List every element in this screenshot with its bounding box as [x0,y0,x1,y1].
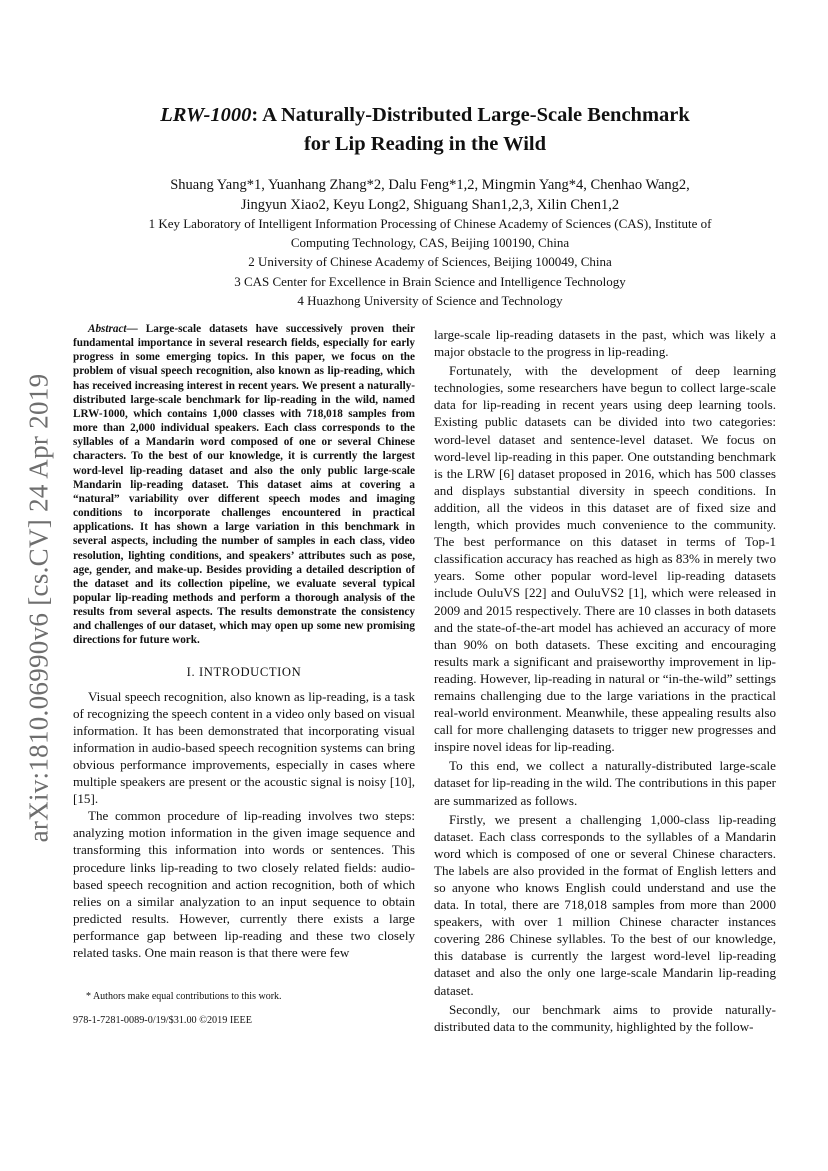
abstract-dash: — [126,323,146,335]
author-list [80,175,780,215]
footnote: * Authors make equal contributions to this work. [86,991,282,1002]
intro-paragraph-2: The common procedure of lip-reading involves two steps: analyzing motion information in the given image sequence and transforming this information into words or sentences. This procedure links lip-reading to two closely related fields: audio-based speech recognition and action recognition, both of which relies on a similar analyzation to an input sequence to obtain predicted results. However, currently there exists a large performance gap between lip-reading and these two closely related tasks. One main reason is that there were few [73,808,415,960]
title-dataset-name: LRW-1000 [160,104,252,126]
title-line-2: for Lip Reading in the Wild [303,133,547,155]
affiliation-1-cont: Computing Technology, CAS, Beijing 100190, China [290,235,570,251]
intro-paragraph-1: Visual speech recognition, also known as lip-reading, is a task of recognizing the speech content in a video only based on visual information. It has been demonstrated that incorporating visual information in audio-based speech recognition systems can bring obvious performance improvements, especially in cases where multiple speakers are present or the acoustic signal is noisy [10], [15]. [73,688,415,807]
paper-title [100,101,750,159]
affiliation-3: 3 CAS Center for Excellence in Brain Science and Intelligence Technology [234,273,626,289]
section-heading-introduction: I. INTRODUCTION [186,664,302,679]
affiliation-2: 2 University of Chinese Academy of Sciences, Beijing 100049, China [248,254,612,270]
copyright-notice: 978-1-7281-0089-0/19/$31.00 ©2019 IEEE [73,1015,252,1026]
abstract [73,322,415,648]
right-paragraph-3: To this end, we collect a naturally-distributed large-scale dataset for lip-reading in the wild. The contributions in this paper are summarized as follows. [434,758,776,808]
arxiv-id-text: arXiv:1810.06990v6 [cs.CV] 24 Apr 2019 [23,373,54,843]
affiliation-4: 4 Huazhong University of Science and Technology [297,292,563,308]
right-paragraph-2: Fortunately, with the development of deep learning technologies, some researchers have begun to collect large-scale data for lip-reading in recent years using deep learning tools. Existing public datasets can be divided into two categories: word-level dataset and sentence-level dataset. We focus on word-level lip-reading in this paper. One outstanding benchmark is the LRW [6] dataset proposed in 2016, which has 500 classes and displays substantial diversity in speech conditions. In addition, all the videos in this dataset are of fixed size and length, which provides much convenience to the community. The best performance on this dataset in terms of Top-1 classification accuracy has reached as high as 83% in merely two years. Some other popular word-level lip-reading datasets include OuluVS [22] and OuluVS2 [1], which were released in 2009 and 2015 respectively. There are 10 classes in both datasets and the state-of-the-art model has achieved an accuracy of more than 90% on both datasets. These exciting and encouraging results mark a significant and praiseworthy improvement in lip-reading. However, lip-reading in natural or “in-the-wild” settings remains challenging due to the large variations in the practical real-world environment. Meanwhile, these appealing results also call for more challenging datasets to trigger new progresses and inspire novel ideas for lip-reading. [434,363,776,755]
abstract-text: Large-scale datasets have successively proven their fundamental importance in several research fields, especially for early progress in some emerging topics. In this paper, we focus on the problem of visual speech recognition, also known as lip-reading, which has received increasing interest in recent years. We present a naturally-distributed large-scale benchmark for lip-reading in the wild, named LRW-1000, which contains 1,000 classes with 718,018 samples from more than 2,000 individual speakers. Each class corresponds to the syllables of a Mandarin word composed of one or several Chinese characters. To the best of our knowledge, it is currently the largest word-level lip-reading dataset and also the only public large-scale Mandarin lip-reading dataset. This dataset aims at covering a “natural” variability over different speech modes and imaging conditions to incorporate challenges encountered in practical applications. It has shown a large variation in this benchmark in several aspects, including the number of samples in each class, video resolution, lighting conditions, and speakers’ attributes such as pose, age, gender, and make-up. Besides providing a detailed description of the dataset and its collection pipeline, we evaluate several typical popular lip-reading methods and perform a thorough analysis of the results from several aspects. The results demonstrate the consistency and challenges of our dataset, which may open up some new promising directions for future work. [73,323,415,647]
affiliation-1: 1 Key Laboratory of Intelligent Information Processing of Chinese Academy of Sciences (CAS), Institute of [148,216,712,231]
right-column [434,326,776,1035]
abstract-label: Abstract [88,323,127,335]
affiliations [80,214,780,310]
right-paragraph-5: Secondly, our benchmark aims to provide naturally-distributed data to the community, highlighted by the follow- [434,1001,776,1034]
arxiv-side-stamp [4,362,74,854]
title-line-1: : A Naturally-Distributed Large-Scale Benchmark [251,104,690,126]
authors-line-2: Jingyun Xiao2, Keyu Long2, Shiguang Shan1,2,3, Xilin Chen1,2 [240,197,620,213]
left-column [73,322,415,961]
authors-line-1: Shuang Yang*1, Yuanhang Zhang*2, Dalu Feng*1,2, Mingmin Yang*4, Chenhao Wang2, [170,177,690,193]
right-paragraph-4: Firstly, we present a challenging 1,000-class lip-reading dataset. Each class corresponds to the syllables of a Mandarin word which is composed of one or several Chinese characters. The labels are also provided in the format of English letters and so anyone who knows English could understand and use the data. In total, there are 718,018 samples from more than 2000 speakers, with over 1 million Chinese character instances covering 286 Chinese syllables. To the best of our knowledge, this database is currently the largest word-level lip-reading dataset and also the only one large-scale Mandarin lip-reading dataset. [434,811,776,998]
right-paragraph-1: large-scale lip-reading datasets in the past, which was likely a major obstacle to the progress in lip-reading. [434,327,776,360]
